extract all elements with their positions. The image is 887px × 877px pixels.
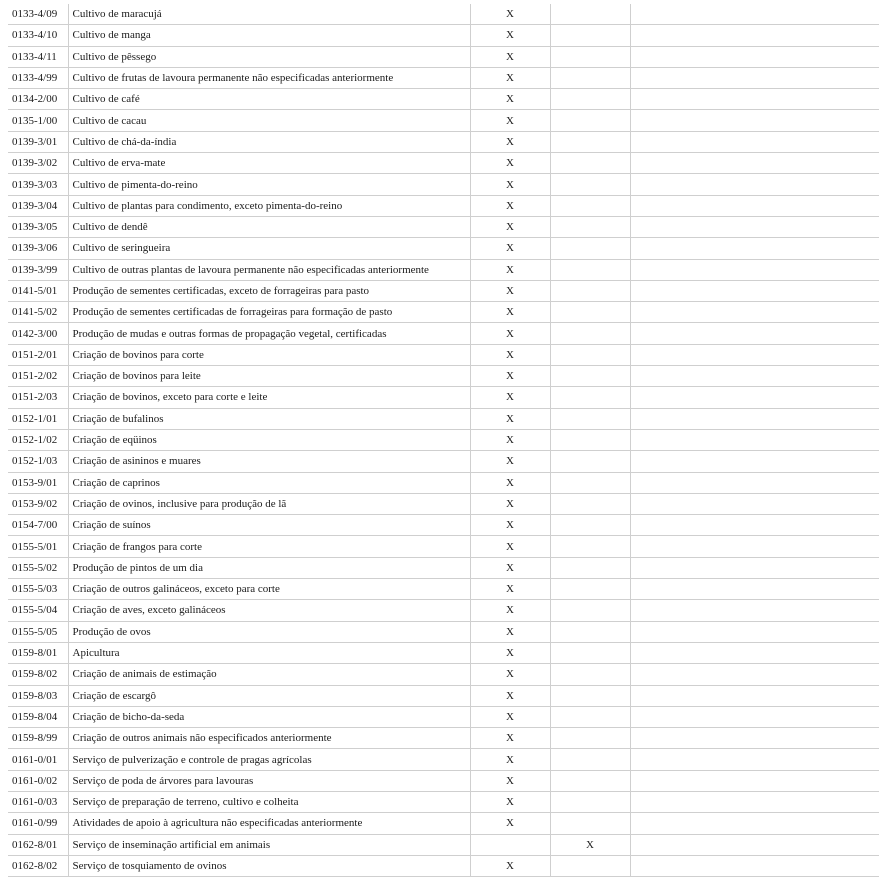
activity-code-cell: 0159-8/01 bbox=[8, 642, 68, 663]
mark-column-2-cell bbox=[550, 46, 630, 67]
mark-column-3-cell bbox=[630, 579, 879, 600]
table-row bbox=[8, 67, 879, 88]
activity-description-cell: Serviço de poda de árvores para lavouras bbox=[68, 770, 470, 791]
mark-column-2-cell bbox=[550, 579, 630, 600]
mark-column-1-cell: X bbox=[470, 408, 550, 429]
mark-column-3-cell bbox=[630, 387, 879, 408]
mark-column-1-cell: X bbox=[470, 25, 550, 46]
activity-code-cell: 0139-3/02 bbox=[8, 153, 68, 174]
table-row bbox=[8, 600, 879, 621]
table-row bbox=[8, 579, 879, 600]
mark-column-3-cell bbox=[630, 153, 879, 174]
table-row bbox=[8, 536, 879, 557]
table-row bbox=[8, 813, 879, 834]
table-row bbox=[8, 408, 879, 429]
activity-description-cell: Produção de pintos de um dia bbox=[68, 557, 470, 578]
table-row bbox=[8, 493, 879, 514]
mark-column-3-cell bbox=[630, 642, 879, 663]
mark-column-2-cell bbox=[550, 195, 630, 216]
activity-description-cell: Criação de bufalinos bbox=[68, 408, 470, 429]
activity-description-cell: Criação de animais de estimação bbox=[68, 664, 470, 685]
table-row bbox=[8, 259, 879, 280]
mark-column-2-cell bbox=[550, 770, 630, 791]
activity-description-cell: Cultivo de erva-mate bbox=[68, 153, 470, 174]
activity-description-cell: Criação de outros galináceos, exceto para corte bbox=[68, 579, 470, 600]
mark-column-2-cell bbox=[550, 216, 630, 237]
table-row bbox=[8, 621, 879, 642]
activity-code-cell: 0152-1/02 bbox=[8, 429, 68, 450]
table-row bbox=[8, 387, 879, 408]
mark-column-3-cell bbox=[630, 4, 879, 25]
activity-description-cell: Produção de mudas e outras formas de propagação vegetal, certificadas bbox=[68, 323, 470, 344]
activity-description-cell: Cultivo de dendê bbox=[68, 216, 470, 237]
activity-code-cell: 0152-1/03 bbox=[8, 451, 68, 472]
activity-code-cell: 0139-3/99 bbox=[8, 259, 68, 280]
table-row bbox=[8, 791, 879, 812]
table-row bbox=[8, 749, 879, 770]
activity-description-cell: Criação de bovinos para leite bbox=[68, 366, 470, 387]
table-row bbox=[8, 770, 879, 791]
mark-column-3-cell bbox=[630, 280, 879, 301]
mark-column-3-cell bbox=[630, 67, 879, 88]
activity-code-cell: 0153-9/02 bbox=[8, 493, 68, 514]
mark-column-2-cell bbox=[550, 25, 630, 46]
mark-column-3-cell bbox=[630, 664, 879, 685]
activity-description-cell: Cultivo de manga bbox=[68, 25, 470, 46]
mark-column-1-cell: X bbox=[470, 749, 550, 770]
activity-description-cell: Produção de sementes certificadas, exceto de forrageiras para pasto bbox=[68, 280, 470, 301]
mark-column-3-cell bbox=[630, 344, 879, 365]
mark-column-1-cell: X bbox=[470, 493, 550, 514]
mark-column-2-cell bbox=[550, 749, 630, 770]
mark-column-3-cell bbox=[630, 195, 879, 216]
mark-column-1-cell: X bbox=[470, 685, 550, 706]
mark-column-2-cell bbox=[550, 515, 630, 536]
activity-code-cell: 0159-8/02 bbox=[8, 664, 68, 685]
activity-code-cell: 0161-0/99 bbox=[8, 813, 68, 834]
activity-description-cell: Cultivo de frutas de lavoura permanente não especificadas anteriormente bbox=[68, 67, 470, 88]
activity-description-cell: Criação de caprinos bbox=[68, 472, 470, 493]
mark-column-1-cell: X bbox=[470, 791, 550, 812]
mark-column-2-cell bbox=[550, 685, 630, 706]
mark-column-1-cell: X bbox=[470, 728, 550, 749]
table-row bbox=[8, 685, 879, 706]
mark-column-3-cell bbox=[630, 46, 879, 67]
activity-description-cell: Cultivo de chá-da-índia bbox=[68, 131, 470, 152]
table-row bbox=[8, 344, 879, 365]
mark-column-3-cell bbox=[630, 855, 879, 876]
activity-code-cell: 0155-5/02 bbox=[8, 557, 68, 578]
mark-column-2-cell bbox=[550, 728, 630, 749]
mark-column-2-cell bbox=[550, 110, 630, 131]
mark-column-1-cell: X bbox=[470, 706, 550, 727]
mark-column-3-cell bbox=[630, 493, 879, 514]
activity-code-cell: 0139-3/04 bbox=[8, 195, 68, 216]
mark-column-3-cell bbox=[630, 89, 879, 110]
table-row bbox=[8, 728, 879, 749]
mark-column-1-cell: X bbox=[470, 131, 550, 152]
mark-column-1-cell: X bbox=[470, 536, 550, 557]
mark-column-3-cell bbox=[630, 536, 879, 557]
activity-description-cell: Serviço de inseminação artificial em animais bbox=[68, 834, 470, 855]
mark-column-2-cell bbox=[550, 174, 630, 195]
activity-description-cell: Serviço de pulverização e controle de pragas agrícolas bbox=[68, 749, 470, 770]
mark-column-3-cell bbox=[630, 515, 879, 536]
activity-description-cell: Cultivo de seringueira bbox=[68, 238, 470, 259]
mark-column-2-cell bbox=[550, 344, 630, 365]
mark-column-1-cell: X bbox=[470, 67, 550, 88]
mark-column-1-cell: X bbox=[470, 195, 550, 216]
activity-code-cell: 0153-9/01 bbox=[8, 472, 68, 493]
activity-code-cell: 0152-1/01 bbox=[8, 408, 68, 429]
activity-description-cell: Criação de bovinos, exceto para corte e leite bbox=[68, 387, 470, 408]
mark-column-3-cell bbox=[630, 813, 879, 834]
activity-description-cell: Criação de asininos e muares bbox=[68, 451, 470, 472]
mark-column-1-cell: X bbox=[470, 664, 550, 685]
activity-code-cell: 0151-2/03 bbox=[8, 387, 68, 408]
mark-column-2-cell bbox=[550, 323, 630, 344]
table-row bbox=[8, 89, 879, 110]
activity-description-cell: Criação de frangos para corte bbox=[68, 536, 470, 557]
mark-column-2-cell bbox=[550, 621, 630, 642]
mark-column-2-cell bbox=[550, 791, 630, 812]
mark-column-1-cell: X bbox=[470, 579, 550, 600]
mark-column-2-cell bbox=[550, 706, 630, 727]
activity-description-cell: Produção de ovos bbox=[68, 621, 470, 642]
mark-column-2-cell bbox=[550, 4, 630, 25]
mark-column-2-cell bbox=[550, 855, 630, 876]
mark-column-1-cell: X bbox=[470, 344, 550, 365]
mark-column-1-cell: X bbox=[470, 472, 550, 493]
table-row bbox=[8, 642, 879, 663]
mark-column-1-cell: X bbox=[470, 557, 550, 578]
mark-column-1-cell: X bbox=[470, 216, 550, 237]
cnae-activity-table bbox=[8, 4, 879, 877]
activity-description-cell: Criação de escargô bbox=[68, 685, 470, 706]
mark-column-3-cell bbox=[630, 600, 879, 621]
activity-description-cell: Serviço de preparação de terreno, cultivo e colheita bbox=[68, 791, 470, 812]
table-row bbox=[8, 557, 879, 578]
mark-column-1-cell: X bbox=[470, 770, 550, 791]
activity-description-cell: Produção de sementes certificadas de forrageiras para formação de pasto bbox=[68, 302, 470, 323]
table-row bbox=[8, 110, 879, 131]
mark-column-1-cell: X bbox=[470, 259, 550, 280]
mark-column-3-cell bbox=[630, 749, 879, 770]
mark-column-2-cell bbox=[550, 642, 630, 663]
table-row bbox=[8, 238, 879, 259]
activity-description-cell: Cultivo de outras plantas de lavoura permanente não especificadas anteriormente bbox=[68, 259, 470, 280]
activity-description-cell: Criação de suínos bbox=[68, 515, 470, 536]
mark-column-2-cell bbox=[550, 813, 630, 834]
activity-description-cell: Criação de ovinos, inclusive para produção de lã bbox=[68, 493, 470, 514]
mark-column-3-cell bbox=[630, 834, 879, 855]
activity-code-cell: 0133-4/10 bbox=[8, 25, 68, 46]
mark-column-3-cell bbox=[630, 791, 879, 812]
mark-column-3-cell bbox=[630, 238, 879, 259]
mark-column-2-cell bbox=[550, 238, 630, 259]
mark-column-2-cell bbox=[550, 664, 630, 685]
mark-column-2-cell bbox=[550, 302, 630, 323]
mark-column-1-cell: X bbox=[470, 302, 550, 323]
activity-description-cell: Cultivo de cacau bbox=[68, 110, 470, 131]
mark-column-2-cell bbox=[550, 600, 630, 621]
mark-column-1-cell: X bbox=[470, 600, 550, 621]
table-row bbox=[8, 855, 879, 876]
mark-column-3-cell bbox=[630, 557, 879, 578]
mark-column-2-cell bbox=[550, 493, 630, 514]
mark-column-2-cell bbox=[550, 472, 630, 493]
mark-column-1-cell: X bbox=[470, 174, 550, 195]
activity-code-cell: 0133-4/09 bbox=[8, 4, 68, 25]
table-row bbox=[8, 472, 879, 493]
mark-column-1-cell: X bbox=[470, 366, 550, 387]
activity-description-cell: Criação de bicho-da-seda bbox=[68, 706, 470, 727]
activity-code-cell: 0162-8/01 bbox=[8, 834, 68, 855]
table-row bbox=[8, 25, 879, 46]
activity-code-cell: 0161-0/01 bbox=[8, 749, 68, 770]
mark-column-3-cell bbox=[630, 451, 879, 472]
activity-code-cell: 0135-1/00 bbox=[8, 110, 68, 131]
mark-column-1-cell: X bbox=[470, 46, 550, 67]
mark-column-1-cell: X bbox=[470, 451, 550, 472]
mark-column-2-cell bbox=[550, 259, 630, 280]
mark-column-1-cell: X bbox=[470, 4, 550, 25]
activity-code-cell: 0151-2/01 bbox=[8, 344, 68, 365]
table-row bbox=[8, 216, 879, 237]
table-row bbox=[8, 664, 879, 685]
table-row bbox=[8, 131, 879, 152]
mark-column-3-cell bbox=[630, 728, 879, 749]
activity-code-cell: 0142-3/00 bbox=[8, 323, 68, 344]
mark-column-2-cell bbox=[550, 451, 630, 472]
mark-column-3-cell bbox=[630, 174, 879, 195]
table-row bbox=[8, 706, 879, 727]
table-row bbox=[8, 515, 879, 536]
mark-column-3-cell bbox=[630, 770, 879, 791]
mark-column-3-cell bbox=[630, 621, 879, 642]
activity-code-cell: 0133-4/11 bbox=[8, 46, 68, 67]
mark-column-3-cell bbox=[630, 25, 879, 46]
mark-column-2-cell bbox=[550, 387, 630, 408]
activity-code-cell: 0133-4/99 bbox=[8, 67, 68, 88]
mark-column-2-cell bbox=[550, 67, 630, 88]
table-row bbox=[8, 153, 879, 174]
mark-column-2-cell bbox=[550, 557, 630, 578]
activity-code-cell: 0151-2/02 bbox=[8, 366, 68, 387]
mark-column-1-cell: X bbox=[470, 280, 550, 301]
table-body bbox=[8, 4, 879, 877]
mark-column-3-cell bbox=[630, 429, 879, 450]
mark-column-1-cell: X bbox=[470, 813, 550, 834]
table-row bbox=[8, 195, 879, 216]
mark-column-2-cell bbox=[550, 89, 630, 110]
mark-column-2-cell bbox=[550, 131, 630, 152]
table-row bbox=[8, 429, 879, 450]
mark-column-1-cell bbox=[470, 834, 550, 855]
table-row bbox=[8, 834, 879, 855]
activity-code-cell: 0139-3/01 bbox=[8, 131, 68, 152]
table-row bbox=[8, 451, 879, 472]
mark-column-3-cell bbox=[630, 408, 879, 429]
activity-code-cell: 0155-5/04 bbox=[8, 600, 68, 621]
mark-column-1-cell: X bbox=[470, 238, 550, 259]
mark-column-1-cell: X bbox=[470, 515, 550, 536]
mark-column-3-cell bbox=[630, 110, 879, 131]
mark-column-3-cell bbox=[630, 259, 879, 280]
mark-column-1-cell: X bbox=[470, 855, 550, 876]
mark-column-1-cell: X bbox=[470, 153, 550, 174]
mark-column-1-cell: X bbox=[470, 621, 550, 642]
mark-column-2-cell bbox=[550, 153, 630, 174]
activity-code-cell: 0162-8/02 bbox=[8, 855, 68, 876]
activity-code-cell: 0139-3/06 bbox=[8, 238, 68, 259]
activity-code-cell: 0139-3/05 bbox=[8, 216, 68, 237]
mark-column-3-cell bbox=[630, 302, 879, 323]
mark-column-2-cell bbox=[550, 536, 630, 557]
table-row bbox=[8, 46, 879, 67]
table-row bbox=[8, 4, 879, 25]
mark-column-1-cell: X bbox=[470, 387, 550, 408]
activity-description-cell: Cultivo de pêssego bbox=[68, 46, 470, 67]
table-row bbox=[8, 174, 879, 195]
table-row bbox=[8, 323, 879, 344]
activity-description-cell: Criação de outros animais não especificados anteriormente bbox=[68, 728, 470, 749]
activity-code-cell: 0155-5/03 bbox=[8, 579, 68, 600]
activity-code-cell: 0134-2/00 bbox=[8, 89, 68, 110]
mark-column-1-cell: X bbox=[470, 110, 550, 131]
table-row bbox=[8, 302, 879, 323]
activity-code-cell: 0155-5/05 bbox=[8, 621, 68, 642]
mark-column-1-cell: X bbox=[470, 323, 550, 344]
mark-column-1-cell: X bbox=[470, 642, 550, 663]
activity-description-cell: Apicultura bbox=[68, 642, 470, 663]
activity-code-cell: 0159-8/99 bbox=[8, 728, 68, 749]
activity-code-cell: 0141-5/01 bbox=[8, 280, 68, 301]
activity-description-cell: Atividades de apoio à agricultura não especificadas anteriormente bbox=[68, 813, 470, 834]
mark-column-2-cell bbox=[550, 366, 630, 387]
mark-column-2-cell bbox=[550, 408, 630, 429]
activity-description-cell: Cultivo de plantas para condimento, exceto pimenta-do-reino bbox=[68, 195, 470, 216]
mark-column-2-cell bbox=[550, 280, 630, 301]
mark-column-3-cell bbox=[630, 323, 879, 344]
activity-description-cell: Cultivo de maracujá bbox=[68, 4, 470, 25]
table-row bbox=[8, 280, 879, 301]
activity-description-cell: Cultivo de café bbox=[68, 89, 470, 110]
activity-description-cell: Criação de bovinos para corte bbox=[68, 344, 470, 365]
activity-code-cell: 0139-3/03 bbox=[8, 174, 68, 195]
mark-column-3-cell bbox=[630, 685, 879, 706]
mark-column-3-cell bbox=[630, 131, 879, 152]
mark-column-3-cell bbox=[630, 706, 879, 727]
mark-column-2-cell: X bbox=[550, 834, 630, 855]
mark-column-2-cell bbox=[550, 429, 630, 450]
activity-description-cell: Cultivo de pimenta-do-reino bbox=[68, 174, 470, 195]
activity-code-cell: 0161-0/02 bbox=[8, 770, 68, 791]
mark-column-3-cell bbox=[630, 472, 879, 493]
activity-description-cell: Serviço de tosquiamento de ovinos bbox=[68, 855, 470, 876]
activity-code-cell: 0155-5/01 bbox=[8, 536, 68, 557]
activity-code-cell: 0159-8/03 bbox=[8, 685, 68, 706]
activity-code-cell: 0141-5/02 bbox=[8, 302, 68, 323]
activity-code-cell: 0154-7/00 bbox=[8, 515, 68, 536]
table-row bbox=[8, 366, 879, 387]
activity-code-cell: 0161-0/03 bbox=[8, 791, 68, 812]
activity-description-cell: Criação de eqüinos bbox=[68, 429, 470, 450]
mark-column-1-cell: X bbox=[470, 429, 550, 450]
activity-code-cell: 0159-8/04 bbox=[8, 706, 68, 727]
mark-column-3-cell bbox=[630, 366, 879, 387]
mark-column-1-cell: X bbox=[470, 89, 550, 110]
activity-description-cell: Criação de aves, exceto galináceos bbox=[68, 600, 470, 621]
mark-column-3-cell bbox=[630, 216, 879, 237]
